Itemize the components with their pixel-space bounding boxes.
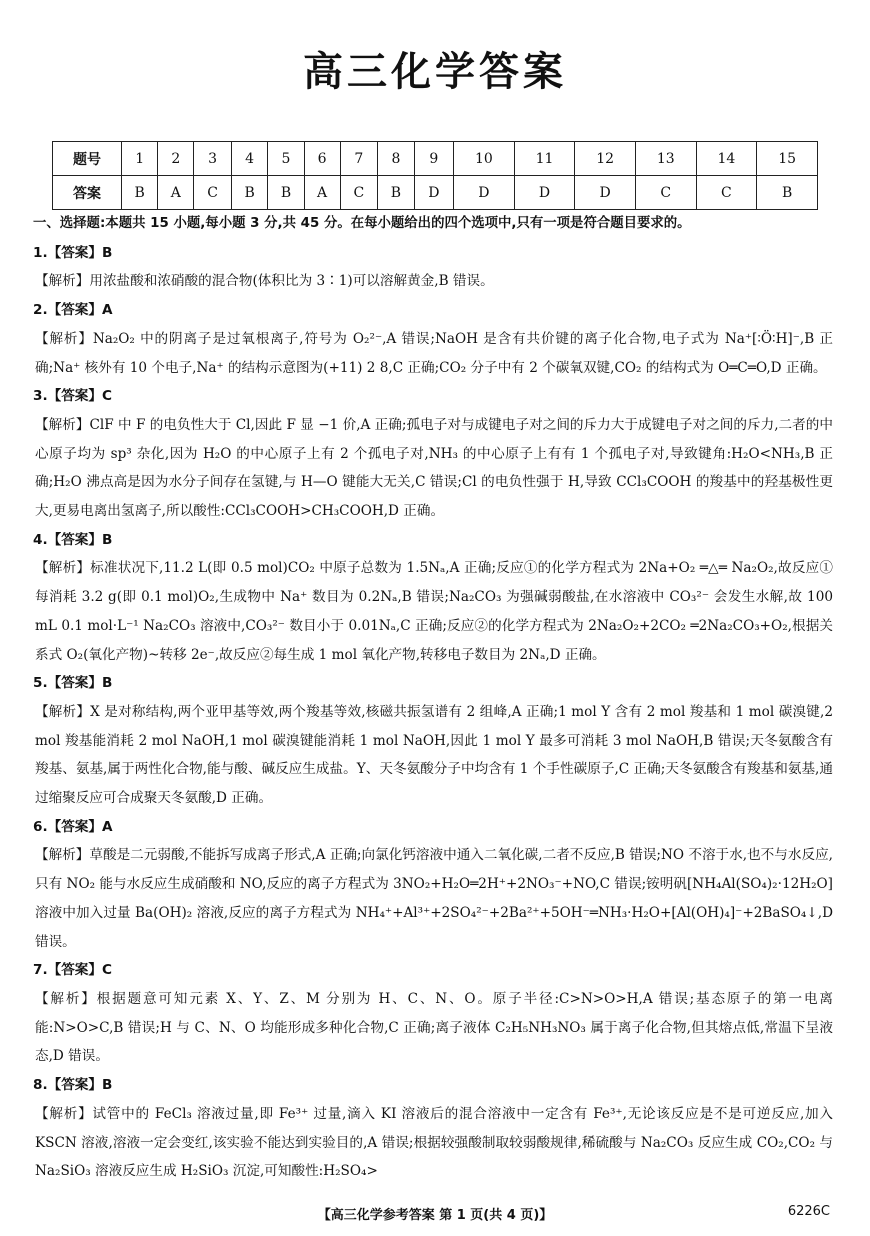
- explanation-text: 【解析】用浓盐酸和浓硝酸的混合物(体积比为 3∶1)可以溶解黄金,B 错误。: [35, 273, 494, 290]
- answer-cell: B: [378, 176, 414, 210]
- explanation-text: 【解析】草酸是二元弱酸,不能拆写成离子形式,A 正确;向氯化钙溶液中通入二氧化碳,二者不反应,B 错误;NO 不溶于水,也不与水反应,只有 NO₂ 能与水反应生成硝酸和 NO,反应的离子方程式为 3NO₂+H₂O═2H⁺+2NO₃⁻+NO,C 错误;铵明矾[NH₄Al(SO₄)₂·12H₂O]溶液中加入过量 Ba(OH)₂ 溶液,反应的离子方程式为 NH₄⁺+Al³⁺+2SO₄²⁻+2Ba²⁺+5OH⁻═NH₃·H₂O+[Al(OH)₄]⁻+2BaSO₄↓,D 错误。: [35, 847, 833, 950]
- answer-cell: A: [158, 176, 194, 210]
- answer-cell: B: [268, 176, 304, 210]
- page-footer: 【高三化学参考答案 第 1 页(共 4 页)】: [317, 1208, 553, 1223]
- document-code: 6226C: [787, 1204, 830, 1219]
- question-number: 13: [635, 142, 696, 176]
- explanation-text: 【解析】标准状况下,11.2 L(即 0.5 mol)CO₂ 中原子总数为 1.5Nₐ,A 正确;反应①的化学方程式为 2Na+O₂ ═△═ Na₂O₂,故反应①每消耗 3.2 g(即 0.1 mol)O₂,生成物中 Na⁺ 数目为 0.2Nₐ,B 错误;Na₂CO₃ 为强碱弱酸盐,在水溶液中 CO₃²⁻ 会发生水解,故 100 mL 0.1 mol·L⁻¹ Na₂CO₃ 溶液中,CO₃²⁻ 数目小于 0.01Nₐ,C 正确;反应②的化学方程式为 2Na₂O₂+2CO₂ ═2Na₂CO₃+O₂,根据关系式 O₂(氧化产物)~转移 2e⁻,故反应②每生成 1 mol 氧化产物,转移电子数目为 2Nₐ,D 正确。: [35, 560, 833, 663]
- question-number: 12: [575, 142, 636, 176]
- explanation-text: 【解析】Na₂O₂ 中的阴离子是过氧根离子,符号为 O₂²⁻,A 错误;NaOH 是含有共价键的离子化合物,电子式为 Na⁺[∶Ö∶H]⁻,B 正确;Na⁺ 核外有 10 个电子,Na⁺ 的结构示意图为(+11) 2 8,C 正确;CO₂ 分子中有 2 个碳氧双键,CO₂ 的结构式为 O═C═O,D 正确。: [35, 330, 833, 376]
- answer-cell: C: [635, 176, 696, 210]
- explanation-text: 【解析】X 是对称结构,两个亚甲基等效,两个羧基等效,核磁共振氢谱有 2 组峰,A 正确;1 mol Y 含有 2 mol 羧基和 1 mol 碳溴键,2 mol 羧基能消耗 2 mol NaOH,1 mol 碳溴键能消耗 1 mol NaOH,因此 1 mol Y 最多可消耗 3 mol NaOH,B 错误;天冬氨酸含有羧基、氨基,属于两性化合物,能与酸、碱反应生成盐。Y、天冬氨酸分子中均含有 1 个手性碳原子,C 正确;天冬氨酸含有羧基和氨基,通过缩聚反应可合成聚天冬氨酸,D 正确。: [35, 703, 833, 807]
- question-number: 3: [194, 142, 232, 176]
- answer-cell: D: [454, 176, 515, 210]
- answer-cell: B: [231, 176, 267, 210]
- answer-heading: 5.【答案】B: [33, 675, 113, 692]
- question-number: 14: [696, 142, 757, 176]
- question-number: 10: [454, 142, 515, 176]
- answer-explanations: [33, 210, 833, 1186]
- question-number: 2: [158, 142, 194, 176]
- question-number: 4: [231, 142, 267, 176]
- row-header-answer: 答案: [53, 176, 122, 210]
- row-header-number: 题号: [53, 142, 122, 176]
- question-number: 15: [757, 142, 818, 176]
- explanation-text: 【解析】ClF 中 F 的电负性大于 Cl,因此 F 显 −1 价,A 正确;孤电子对与成键电子对之间的斥力大于成键电子对之间的斥力,二者的中心原子均为 sp³ 杂化,因为 H₂O 的中心原子上有 2 个孤电子对,NH₃ 的中心原子上有有 1 个孤电子对,导致键角:H₂O<NH₃,B 正确;H₂O 沸点高是因为水分子间存在氢键,与 H—O 键能大无关,C 错误;Cl 的电负性强于 H,导致 CCl₃COOH 的羧基中的羟基极性更大,更易电离出氢离子,所以酸性:CCl₃COOH>CH₃COOH,D 正确。: [35, 416, 833, 520]
- question-number: 1: [122, 142, 158, 176]
- answer-heading: 7.【答案】C: [33, 962, 112, 979]
- answer-heading: 8.【答案】B: [33, 1077, 113, 1094]
- page-title: 高三化学答案: [303, 49, 567, 95]
- answer-cell: C: [194, 176, 232, 210]
- question-number-row: [53, 142, 818, 176]
- answer-cell: D: [514, 176, 575, 210]
- answer-heading: 3.【答案】C: [33, 388, 112, 405]
- answer-heading: 2.【答案】A: [33, 302, 113, 319]
- answer-cell: B: [757, 176, 818, 210]
- answer-cell: B: [122, 176, 158, 210]
- answer-cell: D: [414, 176, 453, 210]
- answer-cell: A: [304, 176, 340, 210]
- section-heading: 一、选择题:本题共 15 小题,每小题 3 分,共 45 分。在每小题给出的四个选项中,只有一项是符合题目要求的。: [33, 216, 691, 231]
- answer-cell: C: [696, 176, 757, 210]
- explanation-text: 【解析】试管中的 FeCl₃ 溶液过量,即 Fe³⁺ 过量,滴入 KI 溶液后的混合溶液中一定含有 Fe³⁺,无论该反应是不是可逆反应,加入 KSCN 溶液,溶液一定会变红,该实验不能达到实验目的,A 错误;根据较强酸制取较弱酸规律,稀硫酸与 Na₂CO₃ 反应生成 CO₂,CO₂ 与 Na₂SiO₃ 溶液反应生成 H₂SiO₃ 沉淀,可知酸性:H₂SO₄>: [35, 1105, 833, 1180]
- answer-cell: D: [575, 176, 636, 210]
- question-number: 9: [414, 142, 453, 176]
- answer-heading: 4.【答案】B: [33, 531, 113, 548]
- answer-cell: C: [340, 176, 378, 210]
- question-number: 8: [378, 142, 414, 176]
- question-number: 7: [340, 142, 378, 176]
- explanation-text: 【解析】根据题意可知元素 X、Y、Z、M 分别为 H、C、N、O。原子半径:C>N>O>H,A 错误;基态原子的第一电离能:N>O>C,B 错误;H 与 C、N、O 均能形成多种化合物,C 正确;离子液体 C₂H₅NH₃NO₃ 属于离子化合物,但其熔点低,常温下呈液态,D 错误。: [35, 990, 833, 1065]
- answer-heading: 6.【答案】A: [33, 818, 113, 835]
- answer-heading: 1.【答案】B: [33, 244, 113, 261]
- question-number: 5: [268, 142, 304, 176]
- answer-row: [53, 176, 818, 210]
- answer-table: [52, 141, 818, 210]
- question-number: 11: [514, 142, 575, 176]
- question-number: 6: [304, 142, 340, 176]
